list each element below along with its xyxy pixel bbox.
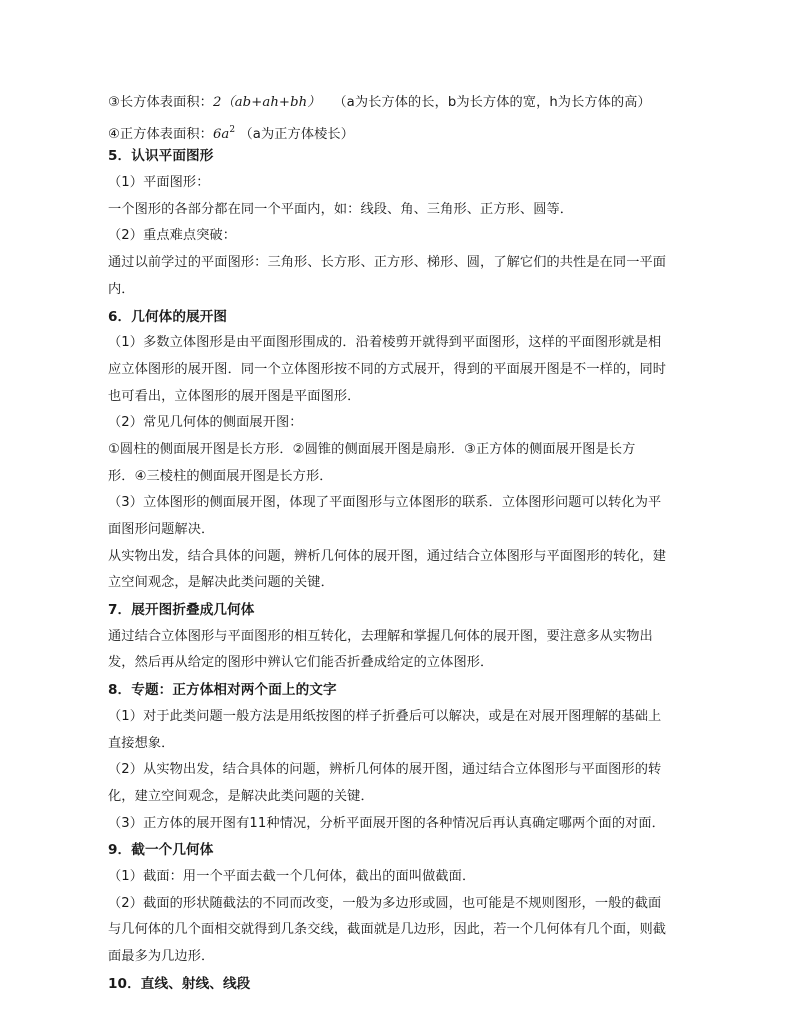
- paragraph-line: （1）多数立体图形是由平面图形围成的．沿着棱剪开就得到平面图形，这样的平面图形就是相: [108, 335, 662, 351]
- paragraph-line: 面最多为几边形．: [108, 949, 215, 964]
- section-heading-6: 6．几何体的展开图: [108, 308, 228, 325]
- section-heading-10: 10．直线、射线、线段: [108, 975, 251, 992]
- section-heading-9: 9．截一个几何体: [108, 842, 214, 859]
- paragraph-line: 立空间观念，是解决此类问题的关键．: [108, 575, 334, 591]
- paragraph-line: 化，建立空间观念，是解决此类问题的关键．: [108, 788, 374, 804]
- cube-surface-area-label: ④正方体表面积：: [108, 126, 213, 142]
- paragraph-line: 通过结合立体图形与平面图形的相互转化，去理解和掌握几何体的展开图，要注意多从实物出: [108, 628, 653, 644]
- cube-surface-area-formula: 6a: [212, 126, 230, 142]
- cube-surface-area-line: [108, 117, 693, 144]
- paragraph-line: 应立体图形的展开图．同一个立体图形按不同的方式展开，得到的平面展开图是不一样的，同时: [108, 361, 667, 377]
- rect-surface-area-label: ③长方体表面积：: [108, 95, 213, 110]
- cube-surface-area-note: （a为正方体棱长）: [239, 126, 354, 142]
- document-content: [108, 90, 693, 997]
- paragraph-line: 直接想象．: [108, 735, 175, 751]
- paragraph-line: 面图形问题解决．: [108, 522, 215, 537]
- section-heading-8: 8．专题：正方体相对两个面上的文字: [108, 682, 337, 699]
- paragraph-line: （1）截面：用一个平面去截一个几何体，截出的面叫做截面．: [108, 868, 476, 884]
- paragraph-line: （3）正方体的展开图有11种情况，分析平面展开图的各种情况后再认真确定哪两个面的对面．: [108, 815, 665, 831]
- paragraph-line: 内．: [108, 281, 135, 297]
- paragraph-line: 也可看出，立体图形的展开图是平面图形．: [108, 388, 361, 404]
- paragraph-line: （1）平面图形：: [108, 175, 210, 191]
- paragraph-line: 形．④三棱柱的侧面展开图是长方形．: [108, 468, 333, 484]
- paragraph-line: 通过以前学过的平面图形：三角形、长方形、正方形、梯形、圆，了解它们的共性是在同一平面: [108, 255, 667, 271]
- rect-surface-area-note: （a为长方体的长，b为长方体的宽，h为长方体的高）: [333, 95, 651, 110]
- paragraph-line: 从实物出发，结合具体的问题，辨析几何体的展开图，通过结合立体图形与平面图形的转化，建: [108, 548, 667, 564]
- rect-surface-area-formula: 2（ab+ah+bh）: [212, 95, 321, 110]
- paragraph-line: ①圆柱的侧面展开图是长方形．②圆锥的侧面展开图是扇形．③正方体的侧面展开图是长方: [108, 441, 636, 457]
- cube-surface-area-exponent: 2: [229, 124, 236, 135]
- rect-surface-area-line: [108, 90, 693, 117]
- section-heading-5: 5．认识平面图形: [108, 148, 214, 165]
- paragraph-line: （2）截面的形状随截法的不同而改变，一般为多边形或圆，也可能是不规则图形，一般的截面: [108, 895, 662, 911]
- paragraph-line: 一个图形的各部分都在同一个平面内，如：线段、角、三角形、正方形、圆等．: [108, 201, 574, 217]
- paragraph-line: （2）重点难点突破：: [108, 228, 237, 244]
- paragraph-line: （3）立体图形的侧面展开图，体现了平面图形与立体图形的联系．立体图形问题可以转化为平: [108, 495, 662, 511]
- paragraph-line: （1）对于此类问题一般方法是用纸按图的样子折叠后可以解决，或是在对展开图理解的基础上: [108, 708, 662, 724]
- paragraph-line: （2）从实物出发，结合具体的问题，辨析几何体的展开图，通过结合立体图形与平面图形的转: [108, 762, 662, 778]
- paragraph-line: 发，然后再从给定的图形中辨认它们能否折叠成给定的立体图形．: [108, 655, 494, 671]
- paragraph-line: （2）常见几何体的侧面展开图：: [108, 415, 303, 431]
- paragraph-line: 与几何体的几个面相交就得到几条交线，截面就是几边形，因此，若一个几何体有几个面，则截: [108, 922, 667, 938]
- section-heading-7: 7．展开图折叠成几何体: [108, 602, 255, 619]
